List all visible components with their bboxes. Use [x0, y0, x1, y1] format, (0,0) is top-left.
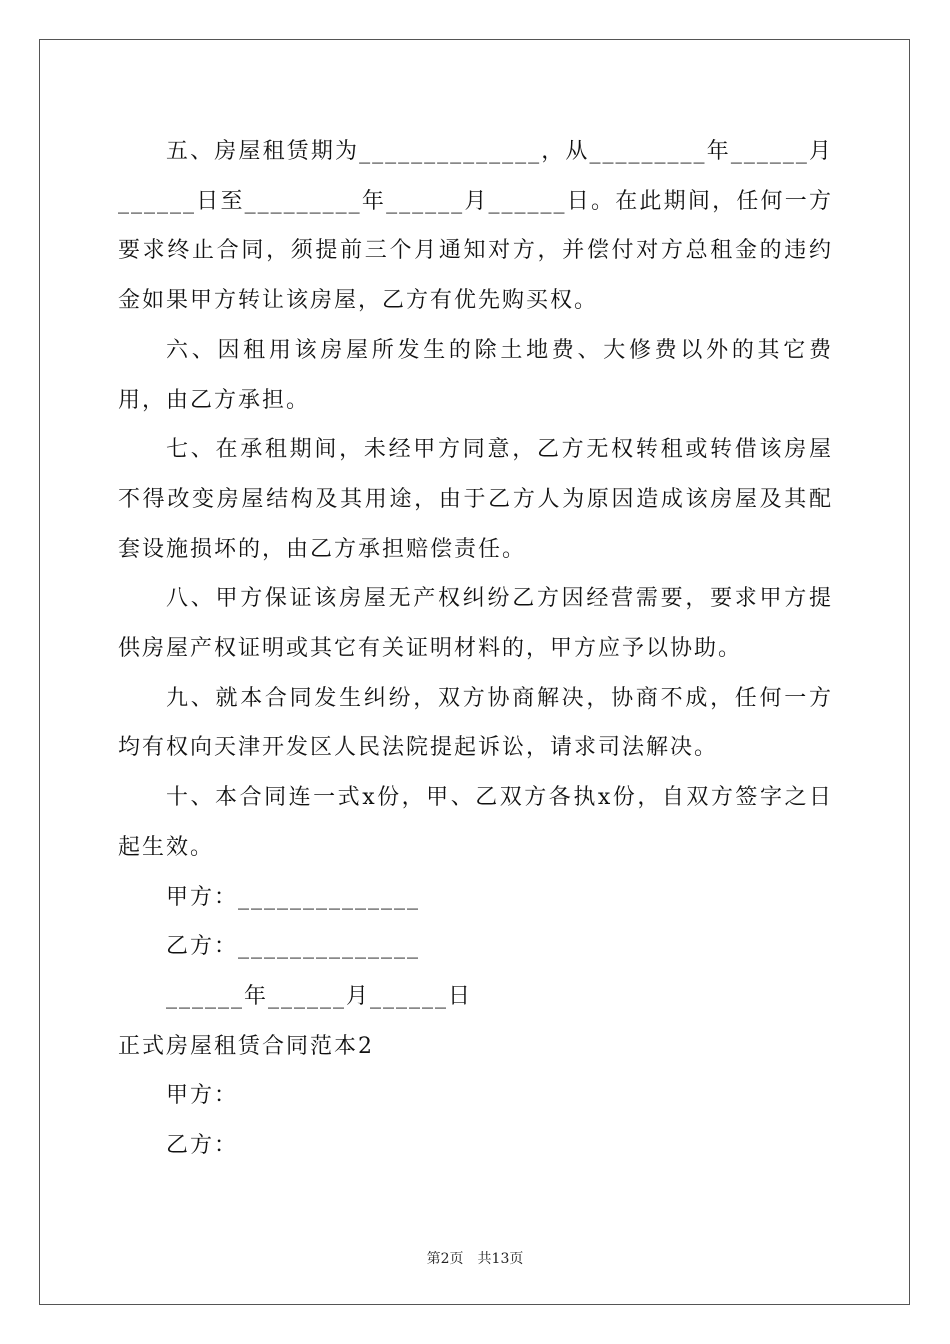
clause-6: 六、因租用该房屋所发生的除土地费、大修费以外的其它费用，由乙方承担。 [118, 337, 833, 413]
party-b-label: 乙方： [166, 1133, 239, 1159]
party-a-label: 甲方： [166, 1083, 239, 1109]
party-a-signature-line: 甲方：______________ [166, 884, 421, 910]
clause-5: 五、房屋租赁期为______________，从_________年______月______日至_________年______月______日。在此期间，任何一方要求终止合同，须提前三个月通知对方，并偿付对方总租金的违约金如果甲方转让该房屋，乙方有优先购买权。 [118, 139, 833, 314]
clause-8: 八、甲方保证该房屋无产权纠纷乙方因经营需要，要求甲方提供房屋产权证明或其它有关证明材料的，甲方应予以协助。 [118, 586, 833, 662]
party-b-signature-line: 乙方：______________ [166, 934, 421, 960]
clause-7: 七、在承租期间，未经甲方同意，乙方无权转租或转借该房屋不得改变房屋结构及其用途，由于乙方人为原因造成该房屋及其配套设施损坏的，由乙方承担赔偿责任。 [118, 437, 833, 562]
date-line: ______年______月______日 [166, 983, 473, 1009]
document-body [118, 127, 833, 1171]
clause-10: 十、本合同连一式x份，甲、乙双方各执x份，自双方签字之日起生效。 [118, 785, 833, 860]
page-footer: 第2页 共13页 [426, 1251, 524, 1267]
clause-9: 九、就本合同发生纠纷，双方协商解决，协商不成，任何一方均有权向天津开发区人民法院提起诉讼，请求司法解决。 [118, 685, 833, 761]
section-title: 正式房屋租赁合同范本2 [118, 1033, 374, 1059]
